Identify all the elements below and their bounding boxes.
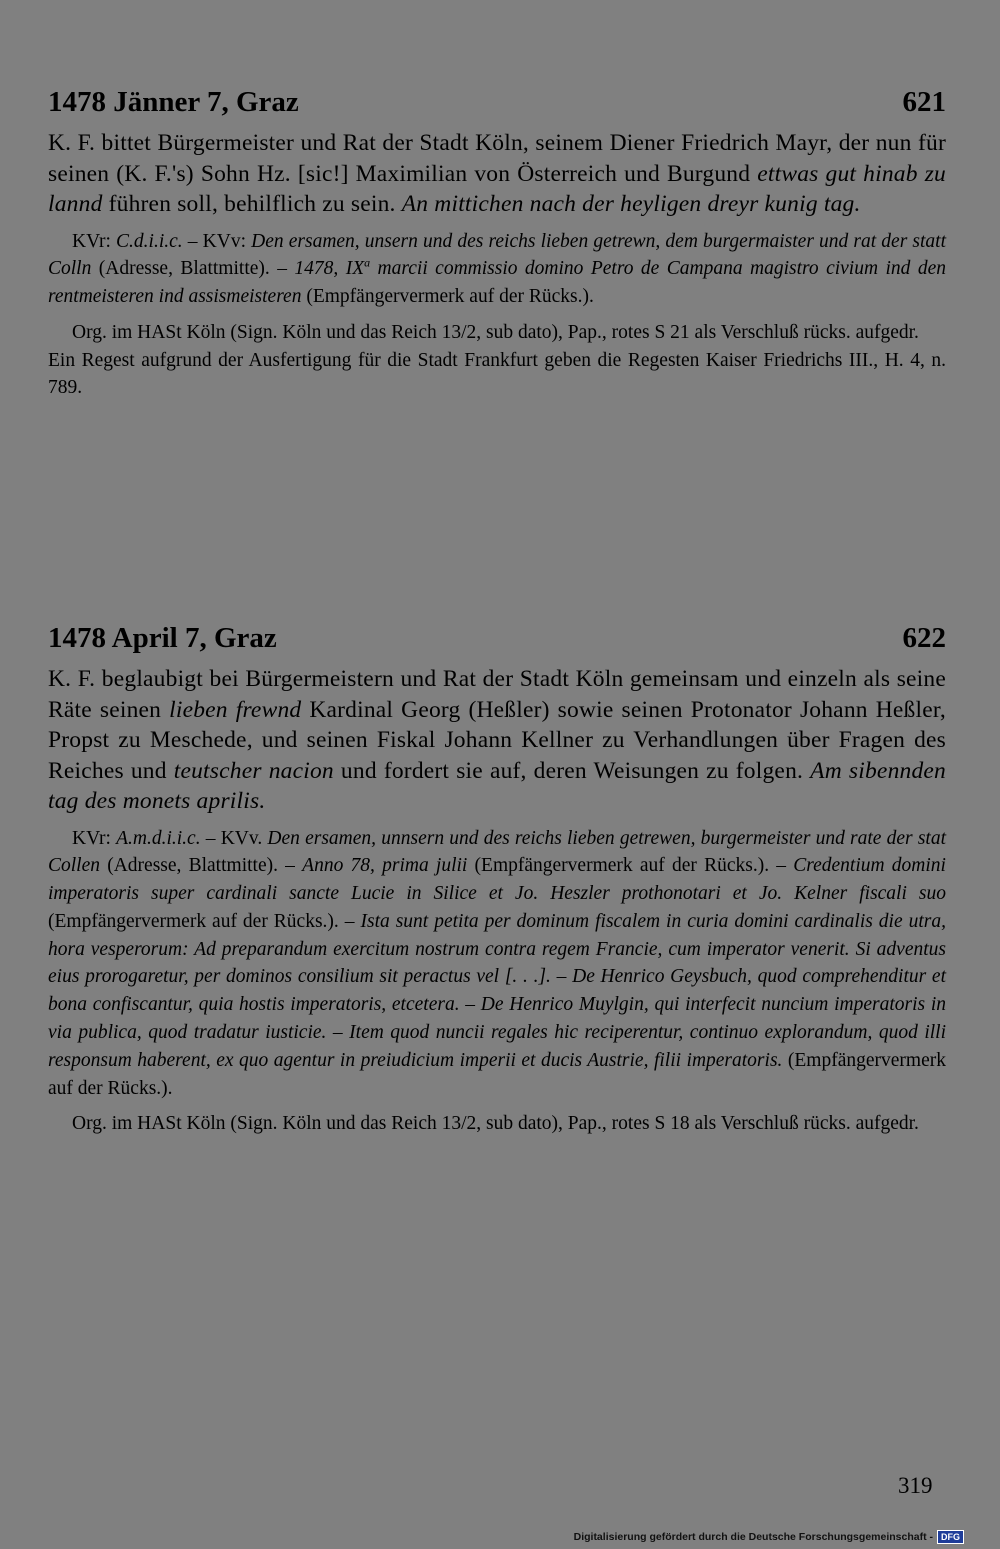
note-quote: Ista sunt petita per dominum fiscalem in curia domini cardinalis die utra, hora vesperorum: Ad preparandum exercitum nostrum contra regem Francie, cum imperator venerit. Si adventus eius prorogaretur, per dominos consilium sit peractus vel [. . .]. – De Henrico Geysbuch, quod comprehenditur et bona confiscantur, quia hostis imperatoris, etcetera. – De Henrico Muylgin, qui interfecit nuncium imperatoris in via publica, quod tradatur iusticie. – Item quod nuncii regales hic reciperentur, continuo explorandum, quod illi responsum haberent, ex quo agentur in preiudicium imperii et ducis Austrie, filii imperatoris.	[48, 910, 946, 1071]
document-date-heading: 1478 Jänner 7, Graz	[48, 86, 299, 118]
source-note: Org. im HASt Köln (Sign. Köln und das Reich 13/2, sub dato), Pap., rotes S 18 als Verschluß rücks. aufgedr.	[72, 1113, 919, 1135]
regest-text-part: K. F. beglaubigt bei Bürgermeistern und Rat der Stadt Köln gemeinsam und einzeln als seine Räte seinen	[48, 666, 946, 723]
document-621	[48, 84, 946, 402]
note-text: KVr:	[72, 827, 117, 849]
note-quote: Anno 78, prima julii	[302, 855, 468, 877]
regest-text-part: K. F. bittet Bürgermeister und Rat der Stadt Köln, seinem Diener Friedrich Mayr, der nun für seinen (K. F.'s) Sohn Hz. [sic!] Maximilian von Österreich und Burgund	[48, 130, 946, 187]
regest-text-part: führen soll, behilflich zu sein.	[102, 191, 402, 217]
note-text: KVr:	[72, 230, 117, 252]
document-header	[48, 84, 946, 120]
funding-notice: Digitalisierung gefördert durch die Deutsche Forschungsgemeinschaft -	[573, 1531, 933, 1543]
digitization-footer	[574, 1530, 964, 1544]
regest-text-part: Kardinal Georg (Heßler) sowie seinen Protonator Johann Heßler, Propst zu Meschede, und seinen Fiskal Johann Kellner zu Verhandlungen über Fragen des Reiches und	[48, 696, 946, 784]
note-superscript: a	[364, 255, 371, 270]
regest-text	[48, 128, 946, 220]
regest-text-part: und fordert sie auf, deren Weisungen zu folgen.	[333, 757, 811, 784]
regest-reference-note: Ein Regest aufgrund der Ausfertigung für die Stadt Frankfurt geben die Regesten Kaiser Friedrichs III., H. 4, n. 789.	[48, 349, 946, 399]
document-622	[48, 620, 946, 1138]
note-text: (Empfängervermerk auf der Rücks.).	[48, 1049, 946, 1099]
note-text: (Adresse, Blattmitte). –	[100, 855, 303, 877]
note-text: – KVv:	[182, 230, 252, 252]
dfg-logo-icon: DFG	[937, 1530, 964, 1544]
document-number: 621	[902, 86, 946, 118]
note-quote: C.d.i.i.c.	[116, 230, 183, 252]
endorsement-notes	[48, 228, 946, 311]
document-header	[48, 620, 946, 656]
note-text: (Empfängervermerk auf der Rücks.). –	[467, 855, 794, 877]
regest-quote: teutscher nacion	[173, 757, 334, 784]
note-text: (Empfängervermerk auf der Rücks.). –	[48, 910, 361, 932]
document-date-heading: 1478 April 7, Graz	[48, 622, 277, 654]
regest-quote: lieben frewnd	[169, 696, 302, 723]
regest-dating: An mittichen nach der heyligen dreyr kunig tag.	[401, 191, 861, 217]
page-number: 319	[898, 1473, 933, 1498]
note-quote: marcii commissio domino Petro de Campana magistro civium ind den rentmeisteren ind assismeisteren	[48, 258, 946, 308]
regest-text	[48, 664, 946, 817]
note-quote: Den ersamen, unsern und des reichs lieben getrewn, dem burgermaister und rat der statt Colln	[48, 230, 946, 280]
note-quote: Den ersamen, unnsern und des reichs lieben getrewen, burgermeister und rate der stat Collen	[48, 827, 946, 877]
note-quote: 1478, IX	[294, 258, 365, 280]
note-text: – KVv.	[200, 827, 268, 849]
regest-quote: ettwas gut hinab zu lannd	[48, 160, 947, 217]
note-quote: Credentium domini imperatoris super cardinali sancte Lucie in Silice et Jo. Heszler prothonotari et Jo. Kelner fiscali suo	[48, 855, 946, 905]
document-number: 622	[902, 622, 946, 654]
source-note: Org. im HASt Köln (Sign. Köln und das Reich 13/2, sub dato), Pap., rotes S 21 als Verschluß rücks. aufgedr.	[72, 321, 919, 343]
note-text: (Empfängervermerk auf der Rücks.).	[301, 286, 594, 308]
note-quote: A.m.d.i.i.c.	[116, 827, 201, 849]
note-text: (Adresse, Blattmitte). –	[91, 258, 295, 280]
regest-dating: Am sibennden tag des monets aprilis.	[48, 757, 946, 814]
endorsement-notes	[48, 825, 946, 1103]
